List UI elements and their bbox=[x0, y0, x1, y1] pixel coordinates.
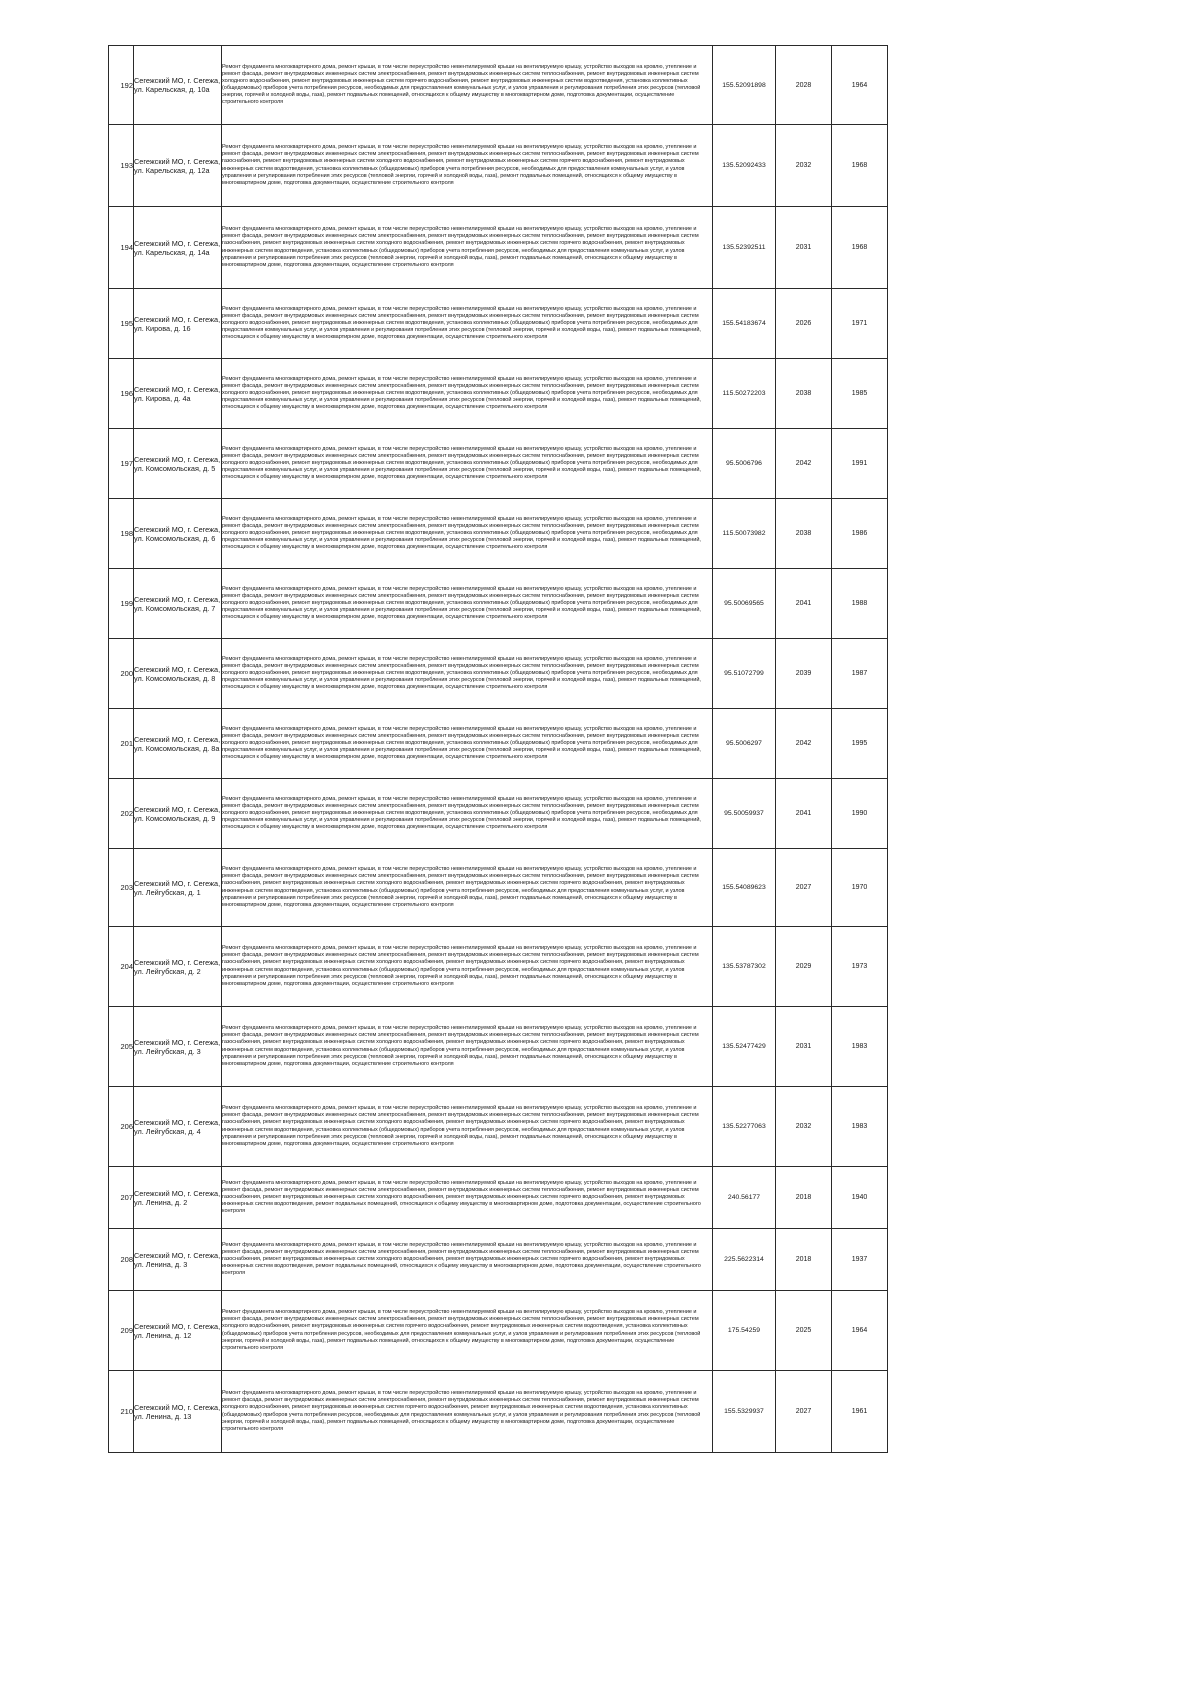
works-text: Ремонт фундамента многоквартирного дома, ремонт крыши, в том числе переустройство невентилируемой крыши на вентилируемую крышу, устройство выходов на кровлю, утепление и ремонт фасада, ремонт внутридомовых инженерных систем электроснабжения, ремонт внутридомовых инженерных систем теплоснабжения, ремонт внутридомовых инженерных систем холодного водоснабжения, ремонт внутридомовых инженерных систем водоотведения, установка коллективных (общедомовых) приборов учета потребления ресурсов, необходимых для предоставления коммунальных услуг, и узлов управления и регулирования потребления этих ресурсов (тепловой энергии, горячей и холодной воды, газа), ремонт подвальных помещений, относящихся к общему имуществу в многоквартирном доме, подготовка документации, осуществление строительного контроля bbox=[222, 655, 701, 691]
works-description-cell bbox=[222, 569, 713, 639]
cost-cell: 155.54183674 bbox=[713, 289, 776, 359]
row-number: 199 bbox=[109, 569, 134, 639]
repair-year-cell: 2018 bbox=[776, 1229, 832, 1291]
works-description-cell bbox=[222, 1371, 713, 1453]
built-year-cell: 1988 bbox=[832, 569, 888, 639]
repair-year-cell: 2029 bbox=[776, 927, 832, 1007]
works-description-cell bbox=[222, 779, 713, 849]
table-row bbox=[109, 207, 888, 289]
built-year-cell: 1995 bbox=[832, 709, 888, 779]
document-page bbox=[108, 45, 884, 1453]
built-year-cell: 1964 bbox=[832, 1291, 888, 1371]
table-row bbox=[109, 1229, 888, 1291]
row-number: 206 bbox=[109, 1087, 134, 1167]
works-description-cell bbox=[222, 1291, 713, 1371]
table-row bbox=[109, 125, 888, 207]
address-cell: Сегежский МО, г. Сегежа, ул. Комсомольская, д. 6 bbox=[134, 499, 222, 569]
repair-year-cell: 2027 bbox=[776, 1371, 832, 1453]
table-row bbox=[109, 709, 888, 779]
works-description-cell bbox=[222, 289, 713, 359]
cost-cell: 95.50069565 bbox=[713, 569, 776, 639]
address-cell: Сегежский МО, г. Сегежа, ул. Комсомольская, д. 8а bbox=[134, 709, 222, 779]
cost-cell: 135.52392511 bbox=[713, 207, 776, 289]
row-number: 203 bbox=[109, 849, 134, 927]
table-row bbox=[109, 639, 888, 709]
works-text: Ремонт фундамента многоквартирного дома, ремонт крыши, в том числе переустройство невентилируемой крыши на вентилируемую крышу, устройство выходов на кровлю, утепление и ремонт фасада, ремонт внутридомовых инженерных систем электроснабжения, ремонт внутридомовых инженерных систем теплоснабжения, ремонт внутридомовых инженерных систем газоснабжения, ремонт внутридомовых инженерных систем холодного водоснабжения, ремонт внутридомовых инженерных систем горячего водоснабжения, ремонт внутридомовых инженерных систем водоотведения, установка коллективных (общедомовых) приборов учета потребления ресурсов, необходимых для предоставления коммунальных услуг, и узлов управления и регулирования потребления этих ресурсов (тепловой энергии, горячей и холодной воды, газа), ремонт подвальных помещений, относящихся к общему имуществу в многоквартирном доме, подготовка документации, осуществление строительного контроля bbox=[222, 866, 699, 908]
repair-year-cell: 2042 bbox=[776, 709, 832, 779]
table-row bbox=[109, 1167, 888, 1229]
repair-program-table bbox=[108, 45, 888, 1453]
works-text: Ремонт фундамента многоквартирного дома, ремонт крыши, в том числе переустройство невентилируемой крыши на вентилируемую крышу, устройство выходов на кровлю, утепление и ремонт фасада, ремонт внутридомовых инженерных систем электроснабжения, ремонт внутридомовых инженерных систем теплоснабжения, ремонт внутридомовых инженерных систем холодного водоснабжения, ремонт внутридомовых инженерных систем водоотведения, установка коллективных (общедомовых) приборов учета потребления ресурсов, необходимых для предоставления коммунальных услуг, и узлов управления и регулирования потребления этих ресурсов (тепловой энергии, горячей и холодной воды, газа), ремонт подвальных помещений, относящихся к общему имуществу в многоквартирном доме, подготовка документации, осуществление строительного контроля bbox=[222, 515, 701, 551]
works-text: Ремонт фундамента многоквартирного дома, ремонт крыши, в том числе переустройство невентилируемой крыши на вентилируемую крышу, устройство выходов на кровлю, утепление и ремонт фасада, ремонт внутридомовых инженерных систем электроснабжения, ремонт внутридомовых инженерных систем теплоснабжения, ремонт внутридомовых инженерных систем холодного водоснабжения, ремонт внутридомовых инженерных систем водоотведения, установка коллективных (общедомовых) приборов учета потребления ресурсов, необходимых для предоставления коммунальных услуг, и узлов управления и регулирования потребления этих ресурсов (тепловой энергии, горячей и холодной воды, газа), ремонт подвальных помещений, относящихся к общему имуществу в многоквартирном доме, подготовка документации, осуществление строительного контроля bbox=[222, 795, 701, 831]
cost-cell: 155.5329937 bbox=[713, 1371, 776, 1453]
works-text: Ремонт фундамента многоквартирного дома, ремонт крыши, в том числе переустройство невентилируемой крыши на вентилируемую крышу, устройство выходов на кровлю, утепление и ремонт фасада, ремонт внутридомовых инженерных систем электроснабжения, ремонт внутридомовых инженерных систем теплоснабжения, ремонт внутридомовых инженерных систем холодного водоснабжения, ремонт внутридомовых инженерных систем водоотведения, установка коллективных (общедомовых) приборов учета потребления ресурсов, необходимых для предоставления коммунальных услуг, и узлов управления и регулирования потребления этих ресурсов (тепловой энергии, горячей и холодной воды, газа), ремонт подвальных помещений, относящихся к общему имуществу в многоквартирном доме, подготовка документации, осуществление строительного контроля bbox=[222, 305, 701, 341]
works-text: Ремонт фундамента многоквартирного дома, ремонт крыши, в том числе переустройство невентилируемой крыши на вентилируемую крышу, устройство выходов на кровлю, утепление и ремонт фасада, ремонт внутридомовых инженерных систем электроснабжения, ремонт внутридомовых инженерных систем теплоснабжения, ремонт внутридомовых инженерных систем холодного водоснабжения, ремонт внутридомовых инженерных систем водоотведения, установка коллективных (общедомовых) приборов учета потребления ресурсов, необходимых для предоставления коммунальных услуг, и узлов управления и регулирования потребления этих ресурсов (тепловой энергии, горячей и холодной воды, газа), ремонт подвальных помещений, относящихся к общему имуществу в многоквартирном доме, подготовка документации, осуществление строительного контроля bbox=[222, 585, 701, 621]
address-cell: Сегежский МО, г. Сегежа, ул. Лейгубская, д. 1 bbox=[134, 849, 222, 927]
table-row bbox=[109, 849, 888, 927]
works-text: Ремонт фундамента многоквартирного дома, ремонт крыши, в том числе переустройство невентилируемой крыши на вентилируемую крышу, устройство выходов на кровлю, утепление и ремонт фасада, ремонт внутридомовых инженерных систем электроснабжения, ремонт внутридомовых инженерных систем теплоснабжения, ремонт внутридомовых инженерных систем газоснабжения, ремонт внутридомовых инженерных систем холодного водоснабжения, ремонт внутридомовых инженерных систем горячего водоснабжения, ремонт внутридомовых инженерных систем водоотведения, ремонт подвальных помещений, относящихся к общему имуществу в многоквартирном доме, подготовка документации, осуществление строительного контроля bbox=[222, 1179, 701, 1215]
built-year-cell: 1937 bbox=[832, 1229, 888, 1291]
built-year-cell: 1983 bbox=[832, 1007, 888, 1087]
row-number: 198 bbox=[109, 499, 134, 569]
repair-year-cell: 2031 bbox=[776, 207, 832, 289]
works-description-cell bbox=[222, 927, 713, 1007]
works-text: Ремонт фундамента многоквартирного дома, ремонт крыши, в том числе переустройство невентилируемой крыши на вентилируемую крышу, устройство выходов на кровлю, утепление и ремонт фасада, ремонт внутридомовых инженерных систем электроснабжения, ремонт внутридомовых инженерных систем теплоснабжения, ремонт внутридомовых инженерных систем холодного водоснабжения, ремонт внутридомовых инженерных систем водоотведения, установка коллективных (общедомовых) приборов учета потребления ресурсов, необходимых для предоставления коммунальных услуг, и узлов управления и регулирования потребления этих ресурсов (тепловой энергии, горячей и холодной воды, газа), ремонт подвальных помещений, относящихся к общему имуществу в многоквартирном доме, подготовка документации, осуществление строительного контроля bbox=[222, 725, 701, 761]
table-row bbox=[109, 289, 888, 359]
address-cell: Сегежский МО, г. Сегежа, ул. Кирова, д. 4а bbox=[134, 359, 222, 429]
works-description-cell bbox=[222, 1087, 713, 1167]
built-year-cell: 1991 bbox=[832, 429, 888, 499]
table-row bbox=[109, 429, 888, 499]
works-description-cell bbox=[222, 207, 713, 289]
address-cell: Сегежский МО, г. Сегежа, ул. Ленина, д. 13 bbox=[134, 1371, 222, 1453]
address-cell: Сегежский МО, г. Сегежа, ул. Комсомольская, д. 7 bbox=[134, 569, 222, 639]
row-number: 209 bbox=[109, 1291, 134, 1371]
repair-year-cell: 2031 bbox=[776, 1007, 832, 1087]
table-row bbox=[109, 927, 888, 1007]
row-number: 204 bbox=[109, 927, 134, 1007]
works-description-cell bbox=[222, 1167, 713, 1229]
table-row bbox=[109, 569, 888, 639]
cost-cell: 115.50272203 bbox=[713, 359, 776, 429]
repair-year-cell: 2041 bbox=[776, 569, 832, 639]
table-row bbox=[109, 359, 888, 429]
cost-cell: 240.56177 bbox=[713, 1167, 776, 1229]
table-row bbox=[109, 499, 888, 569]
built-year-cell: 1970 bbox=[832, 849, 888, 927]
cost-cell: 95.50059937 bbox=[713, 779, 776, 849]
table-row bbox=[109, 46, 888, 125]
cost-cell: 175.54259 bbox=[713, 1291, 776, 1371]
works-description-cell bbox=[222, 359, 713, 429]
repair-year-cell: 2039 bbox=[776, 639, 832, 709]
repair-year-cell: 2042 bbox=[776, 429, 832, 499]
repair-year-cell: 2028 bbox=[776, 46, 832, 125]
row-number: 197 bbox=[109, 429, 134, 499]
built-year-cell: 1971 bbox=[832, 289, 888, 359]
row-number: 201 bbox=[109, 709, 134, 779]
row-number: 192 bbox=[109, 46, 134, 125]
built-year-cell: 1961 bbox=[832, 1371, 888, 1453]
address-cell: Сегежский МО, г. Сегежа, ул. Кирова, д. 16 bbox=[134, 289, 222, 359]
works-text: Ремонт фундамента многоквартирного дома, ремонт крыши, в том числе переустройство невентилируемой крыши на вентилируемую крышу, устройство выходов на кровлю, утепление и ремонт фасада, ремонт внутридомовых инженерных систем электроснабжения, ремонт внутридомовых инженерных систем теплоснабжения, ремонт внутридомовых инженерных систем холодного водоснабжения, ремонт внутридомовых инженерных систем горячего водоснабжения, ремонт внутридомовых инженерных систем водоотведения, установка коллективных (общедомовых) приборов учета потребления ресурсов, необходимых для предоставления коммунальных услуг, и узлов управления и регулирования потребления этих ресурсов (тепловой энергии, горячей и холодной воды, газа), ремонт подвальных помещений, относящихся к общему имуществу в многоквартирном доме, подготовка документации, осуществление строительного контроля bbox=[222, 1390, 701, 1432]
cost-cell: 135.53787302 bbox=[713, 927, 776, 1007]
row-number: 210 bbox=[109, 1371, 134, 1453]
cost-cell: 155.54089623 bbox=[713, 849, 776, 927]
works-text: Ремонт фундамента многоквартирного дома, ремонт крыши, в том числе переустройство невентилируемой крыши на вентилируемую крышу, устройство выходов на кровлю, утепление и ремонт фасада, ремонт внутридомовых инженерных систем электроснабжения, ремонт внутридомовых инженерных систем теплоснабжения, ремонт внутридомовых инженерных систем газоснабжения, ремонт внутридомовых инженерных систем холодного водоснабжения, ремонт внутридомовых инженерных систем горячего водоснабжения, ремонт внутридомовых инженерных систем водоотведения, установка коллективных (общедомовых) приборов учета потребления ресурсов, необходимых для предоставления коммунальных услуг, и узлов управления и регулирования потребления этих ресурсов (тепловой энергии, горячей и холодной воды, газа), ремонт подвальных помещений, относящихся к общему имуществу в многоквартирном доме, подготовка документации, осуществление строительного контроля bbox=[222, 945, 699, 987]
cost-cell: 135.52092433 bbox=[713, 125, 776, 207]
cost-cell: 115.50073982 bbox=[713, 499, 776, 569]
repair-year-cell: 2038 bbox=[776, 359, 832, 429]
works-text: Ремонт фундамента многоквартирного дома, ремонт крыши, в том числе переустройство невентилируемой крыши на вентилируемую крышу, устройство выходов на кровлю, утепление и ремонт фасада, ремонт внутридомовых инженерных систем электроснабжения, ремонт внутридомовых инженерных систем теплоснабжения, ремонт внутридомовых инженерных систем газоснабжения, ремонт внутридомовых инженерных систем холодного водоснабжения, ремонт внутридомовых инженерных систем горячего водоснабжения, ремонт внутридомовых инженерных систем водоотведения, установка коллективных (общедомовых) приборов учета потребления ресурсов, необходимых для предоставления коммунальных услуг, и узлов управления и регулирования потребления этих ресурсов (тепловой энергии, горячей и холодной воды, газа), ремонт подвальных помещений, относящихся к общему имуществу в многоквартирном доме, подготовка документации, осуществление строительного контроля bbox=[222, 1105, 699, 1147]
row-number: 208 bbox=[109, 1229, 134, 1291]
works-description-cell bbox=[222, 639, 713, 709]
works-description-cell bbox=[222, 499, 713, 569]
works-text: Ремонт фундамента многоквартирного дома, ремонт крыши, в том числе переустройство невентилируемой крыши на вентилируемую крышу, устройство выходов на кровлю, утепление и ремонт фасада, ремонт внутридомовых инженерных систем электроснабжения, ремонт внутридомовых инженерных систем теплоснабжения, ремонт внутридомовых инженерных систем газоснабжения, ремонт внутридомовых инженерных систем холодного водоснабжения, ремонт внутридомовых инженерных систем горячего водоснабжения, ремонт внутридомовых инженерных систем водоотведения, установка коллективных (общедомовых) приборов учета потребления ресурсов, необходимых для предоставления коммунальных услуг, и узлов управления и регулирования потребления этих ресурсов (тепловой энергии, горячей и холодной воды, газа), ремонт подвальных помещений, относящихся к общему имуществу в многоквартирном доме, подготовка документации, осуществление строительного контроля bbox=[222, 1025, 699, 1067]
row-number: 193 bbox=[109, 125, 134, 207]
works-text: Ремонт фундамента многоквартирного дома, ремонт крыши, в том числе переустройство невентилируемой крыши на вентилируемую крышу, устройство выходов на кровлю, утепление и ремонт фасада, ремонт внутридомовых инженерных систем электроснабжения, ремонт внутридомовых инженерных систем теплоснабжения, ремонт внутридомовых инженерных систем газоснабжения, ремонт внутридомовых инженерных систем холодного водоснабжения, ремонт внутридомовых инженерных систем горячего водоснабжения, ремонт внутридомовых инженерных систем водоотведения, установка коллективных (общедомовых) приборов учета потребления ресурсов, необходимых для предоставления коммунальных услуг, и узлов управления и регулирования потребления этих ресурсов (тепловой энергии, горячей и холодной воды, газа), ремонт подвальных помещений, относящихся к общему имуществу в многоквартирном доме, подготовка документации, осуществление строительного контроля bbox=[222, 144, 699, 186]
table-row bbox=[109, 1371, 888, 1453]
cost-cell: 95.5006796 bbox=[713, 429, 776, 499]
address-cell: Сегежский МО, г. Сегежа, ул. Комсомольская, д. 8 bbox=[134, 639, 222, 709]
built-year-cell: 1964 bbox=[832, 46, 888, 125]
cost-cell: 135.52277063 bbox=[713, 1087, 776, 1167]
address-cell: Сегежский МО, г. Сегежа, ул. Карельская, д. 12а bbox=[134, 125, 222, 207]
built-year-cell: 1990 bbox=[832, 779, 888, 849]
works-text: Ремонт фундамента многоквартирного дома, ремонт крыши, в том числе переустройство невентилируемой крыши на вентилируемую крышу, устройство выходов на кровлю, утепление и ремонт фасада, ремонт внутридомовых инженерных систем электроснабжения, ремонт внутридомовых инженерных систем теплоснабжения, ремонт внутридомовых инженерных систем холодного водоснабжения, ремонт внутридомовых инженерных систем водоотведения, установка коллективных (общедомовых) приборов учета потребления ресурсов, необходимых для предоставления коммунальных услуг, и узлов управления и регулирования потребления этих ресурсов (тепловой энергии, горячей и холодной воды, газа), ремонт подвальных помещений, относящихся к общему имуществу в многоквартирном доме, подготовка документации, осуществление строительного контроля bbox=[222, 375, 701, 411]
table-row bbox=[109, 1087, 888, 1167]
row-number: 195 bbox=[109, 289, 134, 359]
repair-year-cell: 2032 bbox=[776, 1087, 832, 1167]
built-year-cell: 1968 bbox=[832, 207, 888, 289]
built-year-cell: 1985 bbox=[832, 359, 888, 429]
repair-year-cell: 2041 bbox=[776, 779, 832, 849]
cost-cell: 95.51072799 bbox=[713, 639, 776, 709]
cost-cell: 95.5006297 bbox=[713, 709, 776, 779]
row-number: 194 bbox=[109, 207, 134, 289]
repair-year-cell: 2018 bbox=[776, 1167, 832, 1229]
row-number: 207 bbox=[109, 1167, 134, 1229]
built-year-cell: 1973 bbox=[832, 927, 888, 1007]
address-cell: Сегежский МО, г. Сегежа, ул. Карельская, д. 14а bbox=[134, 207, 222, 289]
row-number: 200 bbox=[109, 639, 134, 709]
repair-year-cell: 2027 bbox=[776, 849, 832, 927]
row-number: 205 bbox=[109, 1007, 134, 1087]
cost-cell: 225.5622314 bbox=[713, 1229, 776, 1291]
works-text: Ремонт фундамента многоквартирного дома, ремонт крыши, в том числе переустройство невентилируемой крыши на вентилируемую крышу, устройство выходов на кровлю, утепление и ремонт фасада, ремонт внутридомовых инженерных систем электроснабжения, ремонт внутридомовых инженерных систем теплоснабжения, ремонт внутридомовых инженерных систем газоснабжения, ремонт внутридомовых инженерных систем холодного водоснабжения, ремонт внутридомовых инженерных систем горячего водоснабжения, ремонт внутридомовых инженерных систем водоотведения, ремонт подвальных помещений, относящихся к общему имуществу в многоквартирном доме, подготовка документации, осуществление строительного контроля bbox=[222, 1241, 701, 1277]
address-cell: Сегежский МО, г. Сегежа, ул. Карельская, д. 10а bbox=[134, 46, 222, 125]
works-text: Ремонт фундамента многоквартирного дома, ремонт крыши, в том числе переустройство невентилируемой крыши на вентилируемую крышу, устройство выходов на кровлю, утепление и ремонт фасада, ремонт внутридомовых инженерных систем электроснабжения, ремонт внутридомовых инженерных систем теплоснабжения, ремонт внутридомовых инженерных систем холодного водоснабжения, ремонт внутридомовых инженерных систем горячего водоснабжения, ремонт внутридомовых инженерных систем водоотведения, установка коллективных (общедомовых) приборов учета потребления ресурсов, необходимых для предоставления коммунальных услуг, и узлов управления и регулирования потребления этих ресурсов (тепловой энергии, горячей и холодной воды, газа), ремонт подвальных помещений, относящихся к общему имуществу в многоквартирном доме, подготовка документации, осуществление строительного контроля bbox=[222, 1309, 701, 1351]
address-cell: Сегежский МО, г. Сегежа, ул. Лейгубская, д. 4 bbox=[134, 1087, 222, 1167]
repair-year-cell: 2038 bbox=[776, 499, 832, 569]
built-year-cell: 1986 bbox=[832, 499, 888, 569]
works-description-cell bbox=[222, 125, 713, 207]
row-number: 196 bbox=[109, 359, 134, 429]
table-row bbox=[109, 1007, 888, 1087]
address-cell: Сегежский МО, г. Сегежа, ул. Комсомольская, д. 9 bbox=[134, 779, 222, 849]
works-description-cell bbox=[222, 429, 713, 499]
address-cell: Сегежский МО, г. Сегежа, ул. Ленина, д. 2 bbox=[134, 1167, 222, 1229]
built-year-cell: 1983 bbox=[832, 1087, 888, 1167]
address-cell: Сегежский МО, г. Сегежа, ул. Лейгубская, д. 3 bbox=[134, 1007, 222, 1087]
built-year-cell: 1987 bbox=[832, 639, 888, 709]
table-row bbox=[109, 1291, 888, 1371]
works-text: Ремонт фундамента многоквартирного дома, ремонт крыши, в том числе переустройство невентилируемой крыши на вентилируемую крышу, устройство выходов на кровлю, утепление и ремонт фасада, ремонт внутридомовых инженерных систем электроснабжения, ремонт внутридомовых инженерных систем теплоснабжения, ремонт внутридомовых инженерных систем газоснабжения, ремонт внутридомовых инженерных систем холодного водоснабжения, ремонт внутридомовых инженерных систем горячего водоснабжения, ремонт внутридомовых инженерных систем водоотведения, установка коллективных (общедомовых) приборов учета потребления ресурсов, необходимых для предоставления коммунальных услуг, и узлов управления и регулирования потребления этих ресурсов (тепловой энергии, горячей и холодной воды, газа), ремонт подвальных помещений, относящихся к общему имуществу в многоквартирном доме, подготовка документации, осуществление строительного контроля bbox=[222, 226, 699, 268]
repair-year-cell: 2032 bbox=[776, 125, 832, 207]
works-description-cell bbox=[222, 1007, 713, 1087]
works-description-cell bbox=[222, 849, 713, 927]
table-body bbox=[109, 46, 888, 1453]
address-cell: Сегежский МО, г. Сегежа, ул. Ленина, д. 3 bbox=[134, 1229, 222, 1291]
works-description-cell bbox=[222, 1229, 713, 1291]
address-cell: Сегежский МО, г. Сегежа, ул. Ленина, д. 12 bbox=[134, 1291, 222, 1371]
repair-year-cell: 2025 bbox=[776, 1291, 832, 1371]
repair-year-cell: 2026 bbox=[776, 289, 832, 359]
built-year-cell: 1940 bbox=[832, 1167, 888, 1229]
table-row bbox=[109, 779, 888, 849]
address-cell: Сегежский МО, г. Сегежа, ул. Комсомольская, д. 5 bbox=[134, 429, 222, 499]
works-description-cell bbox=[222, 709, 713, 779]
works-text: Ремонт фундамента многоквартирного дома, ремонт крыши, в том числе переустройство невентилируемой крыши на вентилируемую крышу, устройство выходов на кровлю, утепление и ремонт фасада, ремонт внутридомовых инженерных систем электроснабжения, ремонт внутридомовых инженерных систем теплоснабжения, ремонт внутридомовых инженерных систем холодного водоснабжения, ремонт внутридомовых инженерных систем водоотведения, установка коллективных (общедомовых) приборов учета потребления ресурсов, необходимых для предоставления коммунальных услуг, и узлов управления и регулирования потребления этих ресурсов (тепловой энергии, горячей и холодной воды, газа), ремонт подвальных помещений, относящихся к общему имуществу в многоквартирном доме, подготовка документации, осуществление строительного контроля bbox=[222, 445, 701, 481]
works-description-cell bbox=[222, 46, 713, 125]
row-number: 202 bbox=[109, 779, 134, 849]
cost-cell: 155.52091898 bbox=[713, 46, 776, 125]
works-text: Ремонт фундамента многоквартирного дома, ремонт крыши, в том числе переустройство невентилируемой крыши на вентилируемую крышу, устройство выходов на кровлю, утепление и ремонт фасада, ремонт внутридомовых инженерных систем электроснабжения, ремонт внутридомовых инженерных систем теплоснабжения, ремонт внутридомовых инженерных систем холодного водоснабжения, ремонт внутридомовых инженерных систем горячего водоснабжения, ремонт внутридомовых инженерных систем водоотведения, установка коллективных (общедомовых) приборов учета потребления ресурсов, необходимых для предоставления коммунальных услуг, и узлов управления и регулирования потребления этих ресурсов (тепловой энергии, горячей и холодной воды, газа), ремонт подвальных помещений, относящихся к общему имуществу в многоквартирном доме, подготовка документации, осуществление строительного контроля bbox=[222, 63, 701, 106]
cost-cell: 135.52477429 bbox=[713, 1007, 776, 1087]
address-cell: Сегежский МО, г. Сегежа, ул. Лейгубская, д. 2 bbox=[134, 927, 222, 1007]
built-year-cell: 1968 bbox=[832, 125, 888, 207]
